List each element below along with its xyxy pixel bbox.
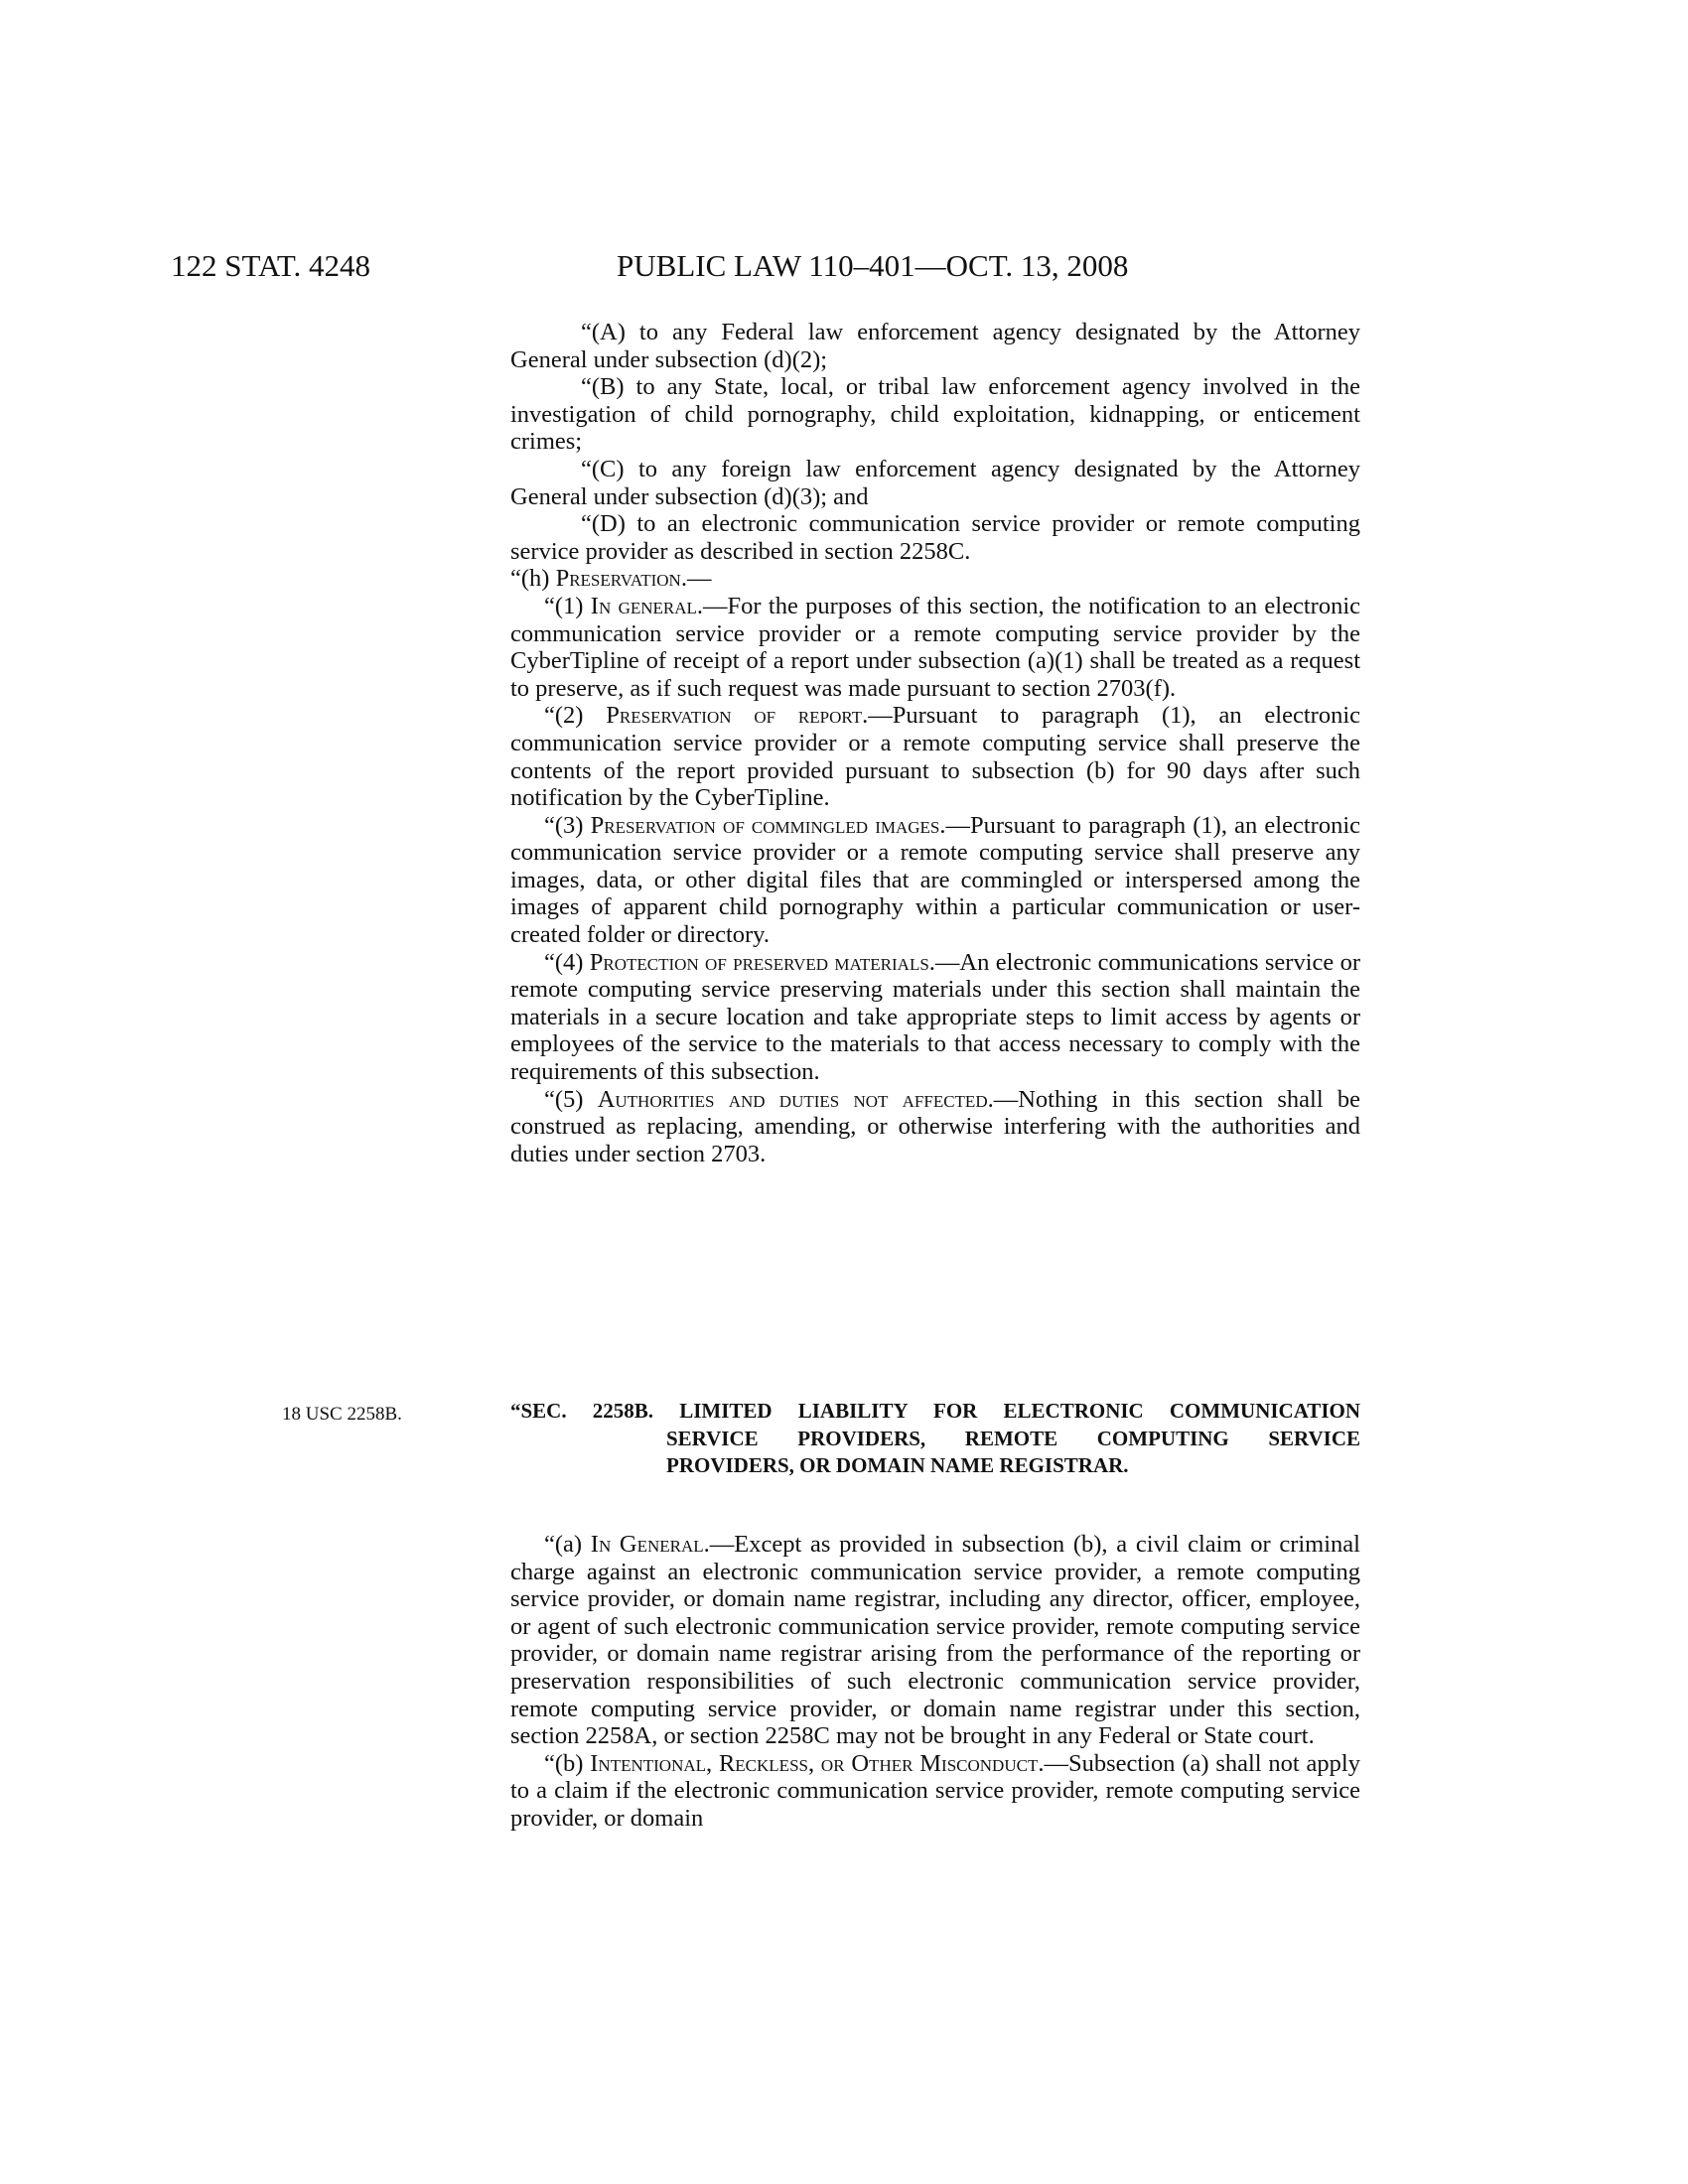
subsection-g-continuation [510,319,1360,1167]
paragraph-h-4-text: —An electronic communications service or remote computing service preserving materials under this section shall maintain the materials in a secure location and take appropriate steps to limit access by agents or employees of the service to the materials to that access necessary to comply with the requirements of this subsection. [510,948,1360,1086]
margin-note-usc: 18 USC 2258B. [282,1404,402,1425]
subsection-b-text: —Subsection (a) shall not apply to a claim if the electronic communication service provider, remote computing service provider, or domain [510,1749,1360,1832]
section-2258b-body [510,1531,1360,1833]
paragraph-h-5-text: —Nothing in this section shall be construed as replacing, amending, or otherwise interfering with the authorities and duties under section 2703. [510,1085,1360,1167]
paragraph-h-3-text: —Pursuant to paragraph (1), an electronic communication service provider or a remote computing service shall preserve any images, data, or other digital files that are commingled or interspersed among the images of apparent child pornography within a particular communication or user-created folder or directory. [510,811,1360,949]
paragraph-h-3 [510,812,1360,949]
section-2258b-heading [510,1398,1360,1480]
stat-page-number: 122 STAT. 4248 [171,248,371,283]
paragraph-h-5 [510,1086,1360,1168]
law-title: PUBLIC LAW 110–401—OCT. 13, 2008 [617,248,1129,283]
subsection-a [510,1531,1360,1750]
paragraph-h-4 [510,949,1360,1086]
section-heading-line-3: PROVIDERS, OR DOMAIN NAME REGISTRAR. [666,1453,1129,1478]
paragraph-g-d: “(D) to an electronic communication service provider or remote computing service provider as described in section 2258C. [510,510,1360,565]
paragraph-h-4-heading: Protection of preserved materials. [589,948,935,976]
subsection-b-heading: Intentional, Reckless, or Other Misconduct. [590,1749,1045,1777]
paragraph-h-1-prefix: “(1) [544,592,591,619]
paragraph-h-2 [510,702,1360,811]
paragraph-g-c: “(C) to any foreign law enforcement agency designated by the Attorney General under subsection (d)(3); and [510,455,1360,510]
subsection-h-heading [510,565,1360,593]
paragraph-h-3-heading: Preservation of commingled images. [590,811,946,839]
paragraph-h-2-heading: Preservation of report. [606,702,869,730]
subsection-b-prefix: “(b) [544,1749,591,1777]
paragraph-g-a: “(A) to any Federal law enforcement agency designated by the Attorney General under subsection (d)(2); [510,319,1360,373]
subsection-h-dash: — [686,565,712,593]
paragraph-h-1 [510,593,1360,702]
subsection-a-prefix: “(a) [544,1531,591,1558]
paragraph-h-1-text: —For the purposes of this section, the notification to an electronic communication service provider or a remote computing service provider by the CyberTipline of receipt of a report under subsection (a)(1) shall be treated as a request to preserve, as if such request was made pursuant to section 2703(f). [510,592,1360,702]
subsection-h-title: Preservation. [555,565,687,593]
paragraph-h-3-prefix: “(3) [544,811,591,839]
subsection-b [510,1750,1360,1833]
paragraph-h-2-text: —Pursuant to paragraph (1), an electronic communication service provider or a remote computing service shall preserve the contents of the report provided pursuant to subsection (b) for 90 days after such notification by the CyberTipline. [510,702,1360,812]
subsection-a-text: —Except as provided in subsection (b), a civil claim or criminal charge against an electronic communication service provider, a remote computing service provider, or domain name registrar, including any director, officer, employee, or agent of such electronic communication service provider, remote computing service provider, or domain name registrar arising from the performance of the reporting or preservation responsibilities of such electronic communication service provider, remote computing service provider, or domain name registrar under this section, section 2258A, or section 2258C may not be brought in any Federal or State court. [510,1531,1360,1750]
section-heading-line-1: “SEC. 2258B. LIMITED LIABILITY FOR ELECTRONIC COMMUNICATION [510,1399,1360,1423]
paragraph-h-5-heading: Authorities and duties not affected. [597,1085,994,1113]
paragraph-h-2-prefix: “(2) [544,702,607,730]
paragraph-h-1-heading: In general. [590,592,704,619]
subsection-a-heading: In General. [590,1531,710,1558]
paragraph-h-5-prefix: “(5) [544,1085,598,1113]
subsection-h-prefix: “(h) [510,565,556,593]
paragraph-g-b: “(B) to any State, local, or tribal law enforcement agency involved in the investigation of child pornography, child exploitation, kidnapping, or enticement crimes; [510,373,1360,456]
section-heading-line-2: SERVICE PROVIDERS, REMOTE COMPUTING SERVICE [666,1426,1360,1450]
paragraph-h-4-prefix: “(4) [544,948,590,976]
